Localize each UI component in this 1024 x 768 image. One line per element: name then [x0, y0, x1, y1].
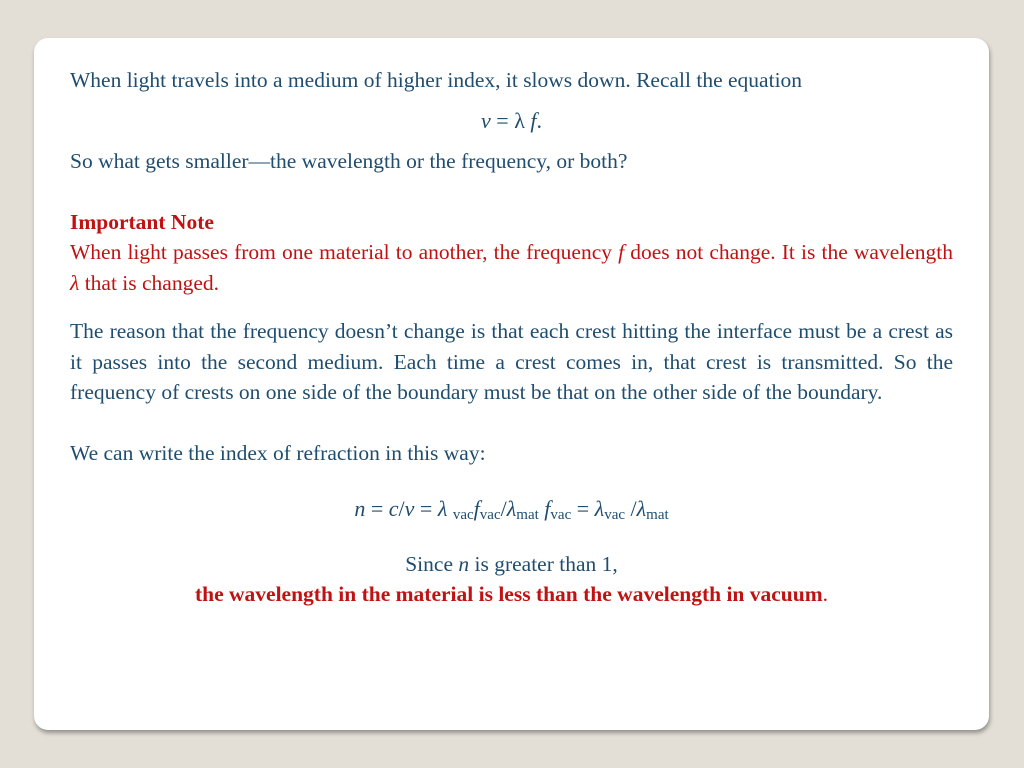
intro-paragraph	[70, 65, 953, 96]
eq1-v: v	[481, 107, 491, 133]
eq2-sub-vac3: vac	[550, 507, 572, 523]
eq2-lam1: λ	[437, 496, 448, 521]
conclusion-line	[70, 579, 953, 610]
eq2-sub-mat1: mat	[516, 507, 539, 523]
slide-content	[70, 65, 953, 610]
eq2-lam2: λ	[506, 496, 517, 521]
note-text-b: does not change. It is the wavelength	[624, 240, 953, 264]
since-text-b: is greater than 1,	[469, 551, 618, 576]
eq2-sub-vac4: vac	[604, 507, 626, 523]
eq2-f2: f	[544, 496, 551, 521]
eq2-c: c	[388, 496, 399, 521]
eq2-sub-mat2: mat	[646, 507, 669, 523]
slide-card	[34, 38, 989, 730]
eq1-end: .	[536, 107, 542, 133]
note-body	[70, 237, 953, 298]
since-n: n	[458, 551, 470, 576]
eq1-f: f	[530, 107, 537, 133]
question-text: So what gets smaller—the wavelength or the frequency, or both?	[70, 149, 628, 173]
eq2-t3: =	[414, 496, 438, 521]
reason-paragraph: The reason that the frequency doesn’t change is that each crest hitting the interface must be a crest as it passes into the second medium. Each time a crest comes in, that crest is transmitted. So the frequency of crests on one side of the boundary must be that on the other side of the boundary.	[70, 319, 953, 404]
note-f: f	[618, 240, 625, 264]
eq2-sub-vac1: vac	[452, 507, 474, 523]
eq2-lam3: λ	[594, 496, 605, 521]
wave-equation	[70, 106, 953, 137]
note-text-a: When light passes from one material to another, the frequency	[70, 240, 619, 264]
eq2-t1: =	[365, 496, 389, 521]
conclusion-period: .	[822, 582, 829, 606]
eq2-f1: f	[473, 496, 480, 521]
eq2-n: n	[354, 496, 366, 521]
eq2-v: v	[404, 496, 415, 521]
eq2-sub-vac2: vac	[479, 507, 501, 523]
eq2-slash1: /	[500, 496, 507, 521]
eq2-t5: /	[625, 496, 637, 521]
index-equation	[70, 494, 953, 525]
index-intro: We can write the index of refraction in this way:	[70, 440, 486, 465]
note-title: Important Note	[70, 209, 214, 234]
eq2-t4: =	[571, 496, 595, 521]
eq2-lam4: λ	[636, 496, 647, 521]
note-text-c: that is changed.	[79, 270, 220, 295]
eq1-middle: = λ	[490, 107, 531, 133]
conclusion-text: the wavelength in the material is less than the wavelength in vacuum	[194, 582, 823, 606]
note-lambda: λ	[70, 270, 80, 295]
since-text-a: Since	[405, 551, 459, 576]
eq2-t2: /	[398, 496, 405, 521]
intro-text: When light travels into a medium of higher index, it slows down. Recall the equation	[70, 68, 803, 92]
since-line	[70, 549, 953, 580]
